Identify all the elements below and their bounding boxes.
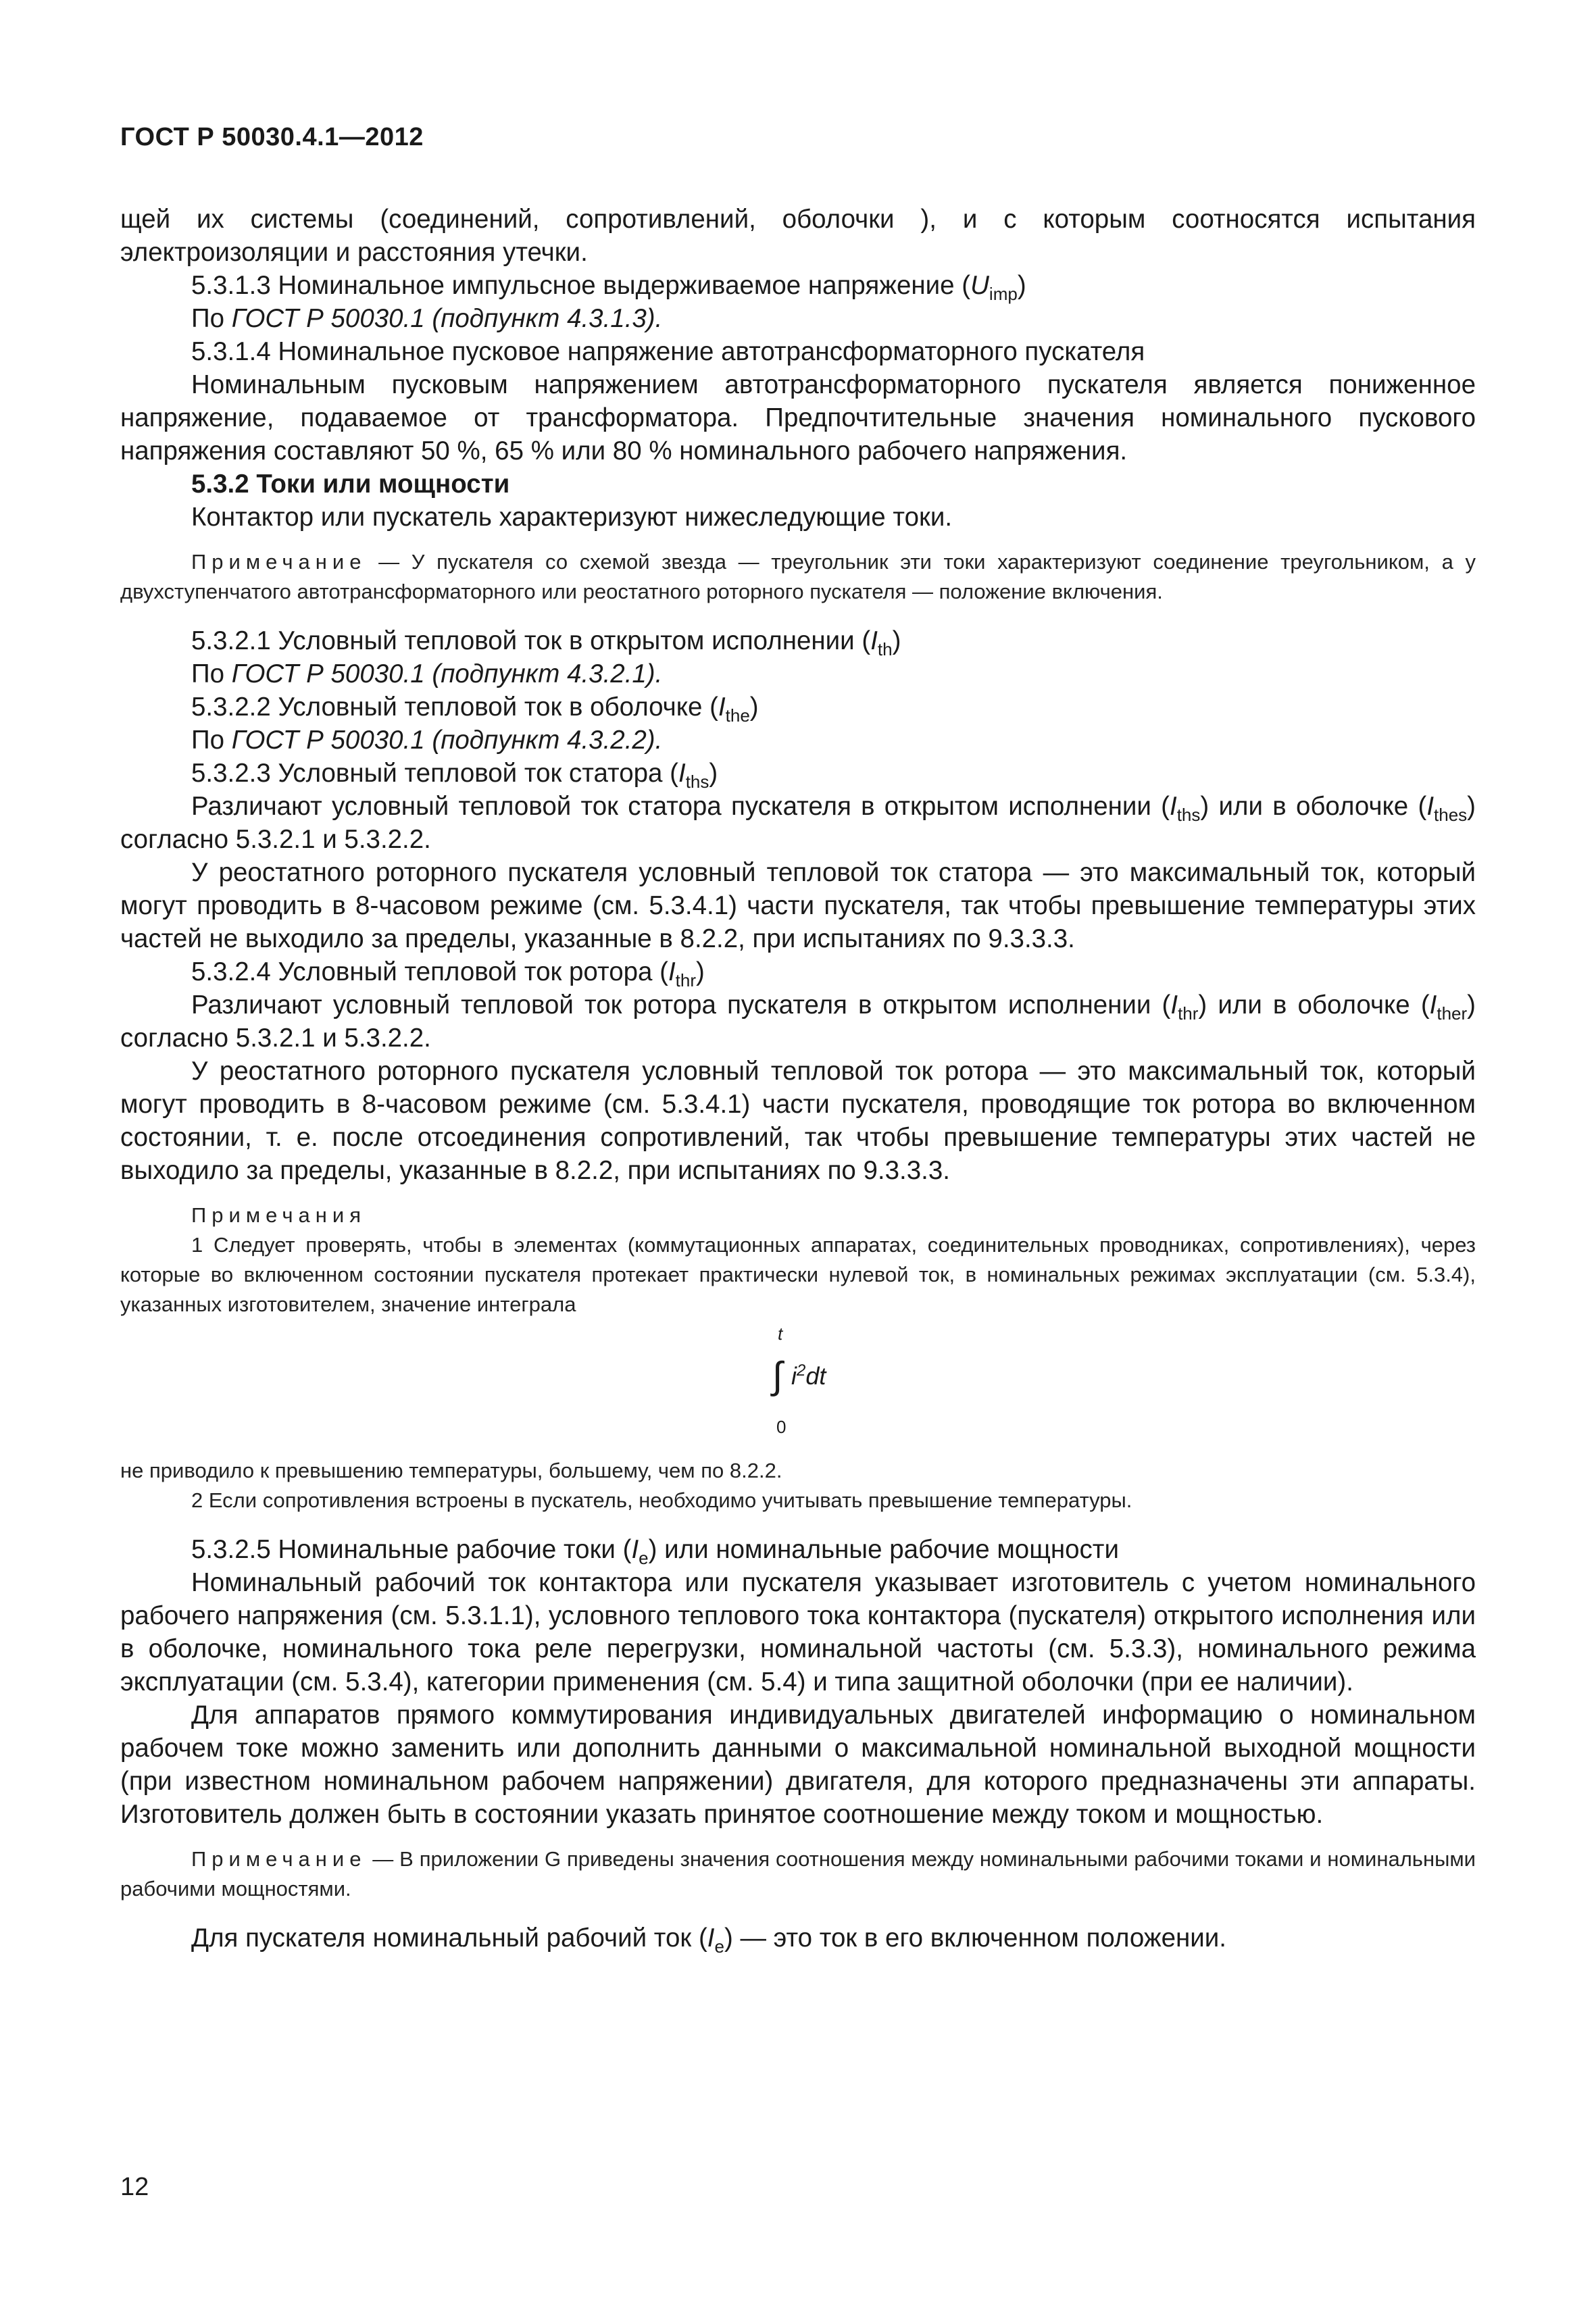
integral-sign: ∫ bbox=[772, 1354, 783, 1397]
integral-formula bbox=[772, 1324, 867, 1452]
integrand bbox=[791, 1361, 826, 1390]
clause-5-3-2-2 bbox=[120, 690, 1476, 724]
clause-5-3-2-5 bbox=[120, 1533, 1476, 1566]
integral-lower-limit: 0 bbox=[776, 1417, 787, 1437]
text: 5.3.1.3 Номинальное импульсное выдерживаемое напряжение ( bbox=[191, 271, 971, 300]
reference-paragraph bbox=[120, 302, 1476, 335]
standard-reference: ГОСТ Р 50030.1 (подпункт 4.3.2.1). bbox=[231, 659, 663, 688]
note-label: Примечание bbox=[191, 550, 367, 574]
note-continuation: не приводило к превышению температуры, большему, чем по 8.2.2. bbox=[120, 1459, 782, 1482]
text: ) bbox=[749, 693, 759, 722]
document-body bbox=[120, 203, 1476, 1955]
text: ) bbox=[696, 957, 705, 986]
document-header: ГОСТ Р 50030.4.1—2012 bbox=[120, 123, 424, 151]
text: Для пускателя номинальный рабочий ток ( bbox=[191, 1923, 707, 1953]
subscript: e bbox=[639, 1548, 649, 1568]
text: 5.3.2.2 Условный тепловой ток в оболочке ( bbox=[191, 693, 718, 722]
text: 5.3.2.4 Условный тепловой ток ротора ( bbox=[191, 957, 668, 986]
page-number: 12 bbox=[120, 2173, 149, 2201]
text: ) согласно 5.3.2.1 и 5.3.2.2. bbox=[120, 990, 1476, 1053]
clause-5-3-2-1 bbox=[120, 624, 1476, 657]
paragraph: щей их системы (соединений, сопротивлений, оболочки ), и с которым соотносятся испытания электроизоляции и расстояния утечки. bbox=[120, 205, 1476, 267]
note-label: Примечание bbox=[191, 1847, 367, 1871]
subscript: thr bbox=[1178, 1003, 1199, 1024]
symbol: I bbox=[668, 957, 676, 986]
integrand-power: 2 bbox=[797, 1361, 806, 1380]
text: Различают условный тепловой ток статора пускателя в открытом исполнении ( bbox=[191, 792, 1170, 821]
subscript: ths bbox=[1176, 805, 1201, 825]
symbol: I bbox=[678, 759, 686, 788]
text: ) bbox=[1017, 271, 1026, 300]
symbol: I bbox=[1429, 990, 1437, 1020]
subscript: imp bbox=[989, 284, 1018, 304]
symbol: I bbox=[1170, 990, 1178, 1020]
text: 5.3.2.5 Номинальные рабочие токи ( bbox=[191, 1535, 632, 1564]
paragraph: У реостатного роторного пускателя условный тепловой ток ротора — это максимальный ток, который могут проводить в 8-часовом режиме (см. 5.3.4.1) части пускателя, проводящие ток ротора во включенном состоянии, т. е. после отсоединения сопротивлений, так чтобы превышение температуры этих частей не выходило за пределы, указанные в 8.2.2, при испытаниях по 9.3.3.3. bbox=[120, 1057, 1476, 1185]
text: ) или в оболочке ( bbox=[1200, 792, 1427, 821]
subscript: ther bbox=[1437, 1003, 1468, 1024]
reference-paragraph bbox=[120, 657, 1476, 690]
text: 5.3.2.1 Условный тепловой ток в открытом исполнении ( bbox=[191, 626, 871, 655]
paragraph: У реостатного роторного пускателя условный тепловой ток статора — это максимальный ток, который могут проводить в 8-часовом режиме (см. 5.3.4.1) части пускателя, так чтобы превышение температуры этих частей не выходило за пределы, указанные в 8.2.2, при испытаниях по 9.3.3.3. bbox=[120, 858, 1476, 953]
text: По bbox=[191, 304, 232, 333]
paragraph: Номинальным пусковым напряжением автотрансформаторного пускателя является пониженное напряжение, подаваемое от трансформатора. Предпочтительные значения номинального пускового напряжения составляют 50 %, 65 % или 80 % номинального рабочего напряжения. bbox=[120, 370, 1476, 466]
text: ) или в оболочке ( bbox=[1198, 990, 1430, 1020]
clause-5-3-1-3 bbox=[120, 269, 1476, 302]
paragraph bbox=[120, 988, 1476, 1055]
paragraph bbox=[120, 790, 1476, 856]
subscript: th bbox=[877, 639, 893, 659]
notes-label: Примечания bbox=[191, 1203, 366, 1227]
text: ) bbox=[709, 759, 718, 788]
note-text: — У пускателя со схемой звезда — треугольник эти токи характеризуют соединение треугольником, а у двухступенчатого автотрансформаторного или реостатного роторного пускателя — положение включения. bbox=[120, 550, 1476, 603]
text: Различают условный тепловой ток ротора пускателя в открытом исполнении ( bbox=[191, 990, 1171, 1020]
paragraph: Для аппаратов прямого коммутирования индивидуальных двигателей информацию о номинальном рабочем токе можно заменить или дополнить данными о максимальной номинальной выходной мощности (при известном номинальном рабочем напряжении) двигателя, для которого предназначены эти аппараты. Изготовитель должен быть в состоянии указать принятое соотношение между током и мощностью. bbox=[120, 1701, 1476, 1829]
reference-paragraph bbox=[120, 724, 1476, 757]
clause-5-3-2-4 bbox=[120, 955, 1476, 988]
text: ) или номинальные рабочие мощности bbox=[648, 1535, 1119, 1564]
subscript: e bbox=[714, 1936, 724, 1957]
standard-reference: ГОСТ Р 50030.1 (подпункт 4.3.2.2). bbox=[231, 726, 663, 755]
note bbox=[120, 547, 1476, 607]
note-item-1: 1 Следует проверять, чтобы в элементах (коммутационных аппаратах, соединительных проводниках, сопротивлениях), через которые во включенном состоянии пускателя протекает практически нулевой ток, в номинальных режимах эксплуатации (см. 5.3.4), указанных изготовителем, значение интеграла bbox=[120, 1233, 1476, 1316]
subscript: the bbox=[725, 705, 750, 726]
note-item-2: 2 Если сопротивления встроены в пускатель, необходимо учитывать превышение температуры. bbox=[191, 1488, 1132, 1512]
note bbox=[120, 1844, 1476, 1904]
text: По bbox=[191, 726, 232, 755]
integrand-var: i bbox=[791, 1362, 797, 1390]
paragraph: Номинальный рабочий ток контактора или пускателя указывает изготовитель с учетом номинального рабочего напряжения (см. 5.3.1.1), условного теплового тока контактора (пускателя) открытого исполнения или в оболочке, номинального тока реле перегрузки, номинальной частоты (см. 5.3.3), номинального режима эксплуатации (см. 5.3.4), категории применения (см. 5.4) и типа защитной оболочки (при ее наличии). bbox=[120, 1568, 1476, 1696]
subscript: thr bbox=[675, 970, 696, 990]
paragraph bbox=[120, 1921, 1476, 1955]
text: ) — это ток в его включенном положении. bbox=[724, 1923, 1226, 1953]
subscript: ths bbox=[685, 772, 709, 792]
symbol: I bbox=[870, 626, 878, 655]
symbol: I bbox=[1426, 792, 1435, 821]
note-text: — В приложении G приведены значения соотношения между номинальными рабочими токами и номинальными рабочими мощностями. bbox=[120, 1847, 1476, 1901]
subscript: thes bbox=[1434, 805, 1468, 825]
standard-reference: ГОСТ Р 50030.1 (подпункт 4.3.1.3). bbox=[231, 304, 663, 333]
text: ) согласно 5.3.2.1 и 5.3.2.2. bbox=[120, 792, 1476, 854]
symbol: U bbox=[970, 271, 989, 300]
symbol: I bbox=[631, 1535, 639, 1564]
text: По bbox=[191, 659, 232, 688]
text: 5.3.2.3 Условный тепловой ток статора ( bbox=[191, 759, 678, 788]
section-heading-5-3-2: 5.3.2 Токи или мощности bbox=[191, 470, 510, 499]
clause-5-3-1-4: 5.3.1.4 Номинальное пусковое напряжение автотрансформаторного пускателя bbox=[191, 337, 1145, 366]
integral-upper-limit: t bbox=[778, 1324, 783, 1344]
text: ) bbox=[892, 626, 901, 655]
symbol: I bbox=[707, 1923, 715, 1953]
differential: dt bbox=[805, 1362, 826, 1390]
symbol: I bbox=[1169, 792, 1177, 821]
clause-5-3-2-3 bbox=[120, 757, 1476, 790]
paragraph: Контактор или пускатель характеризуют нижеследующие токи. bbox=[191, 503, 953, 532]
symbol: I bbox=[718, 693, 726, 722]
